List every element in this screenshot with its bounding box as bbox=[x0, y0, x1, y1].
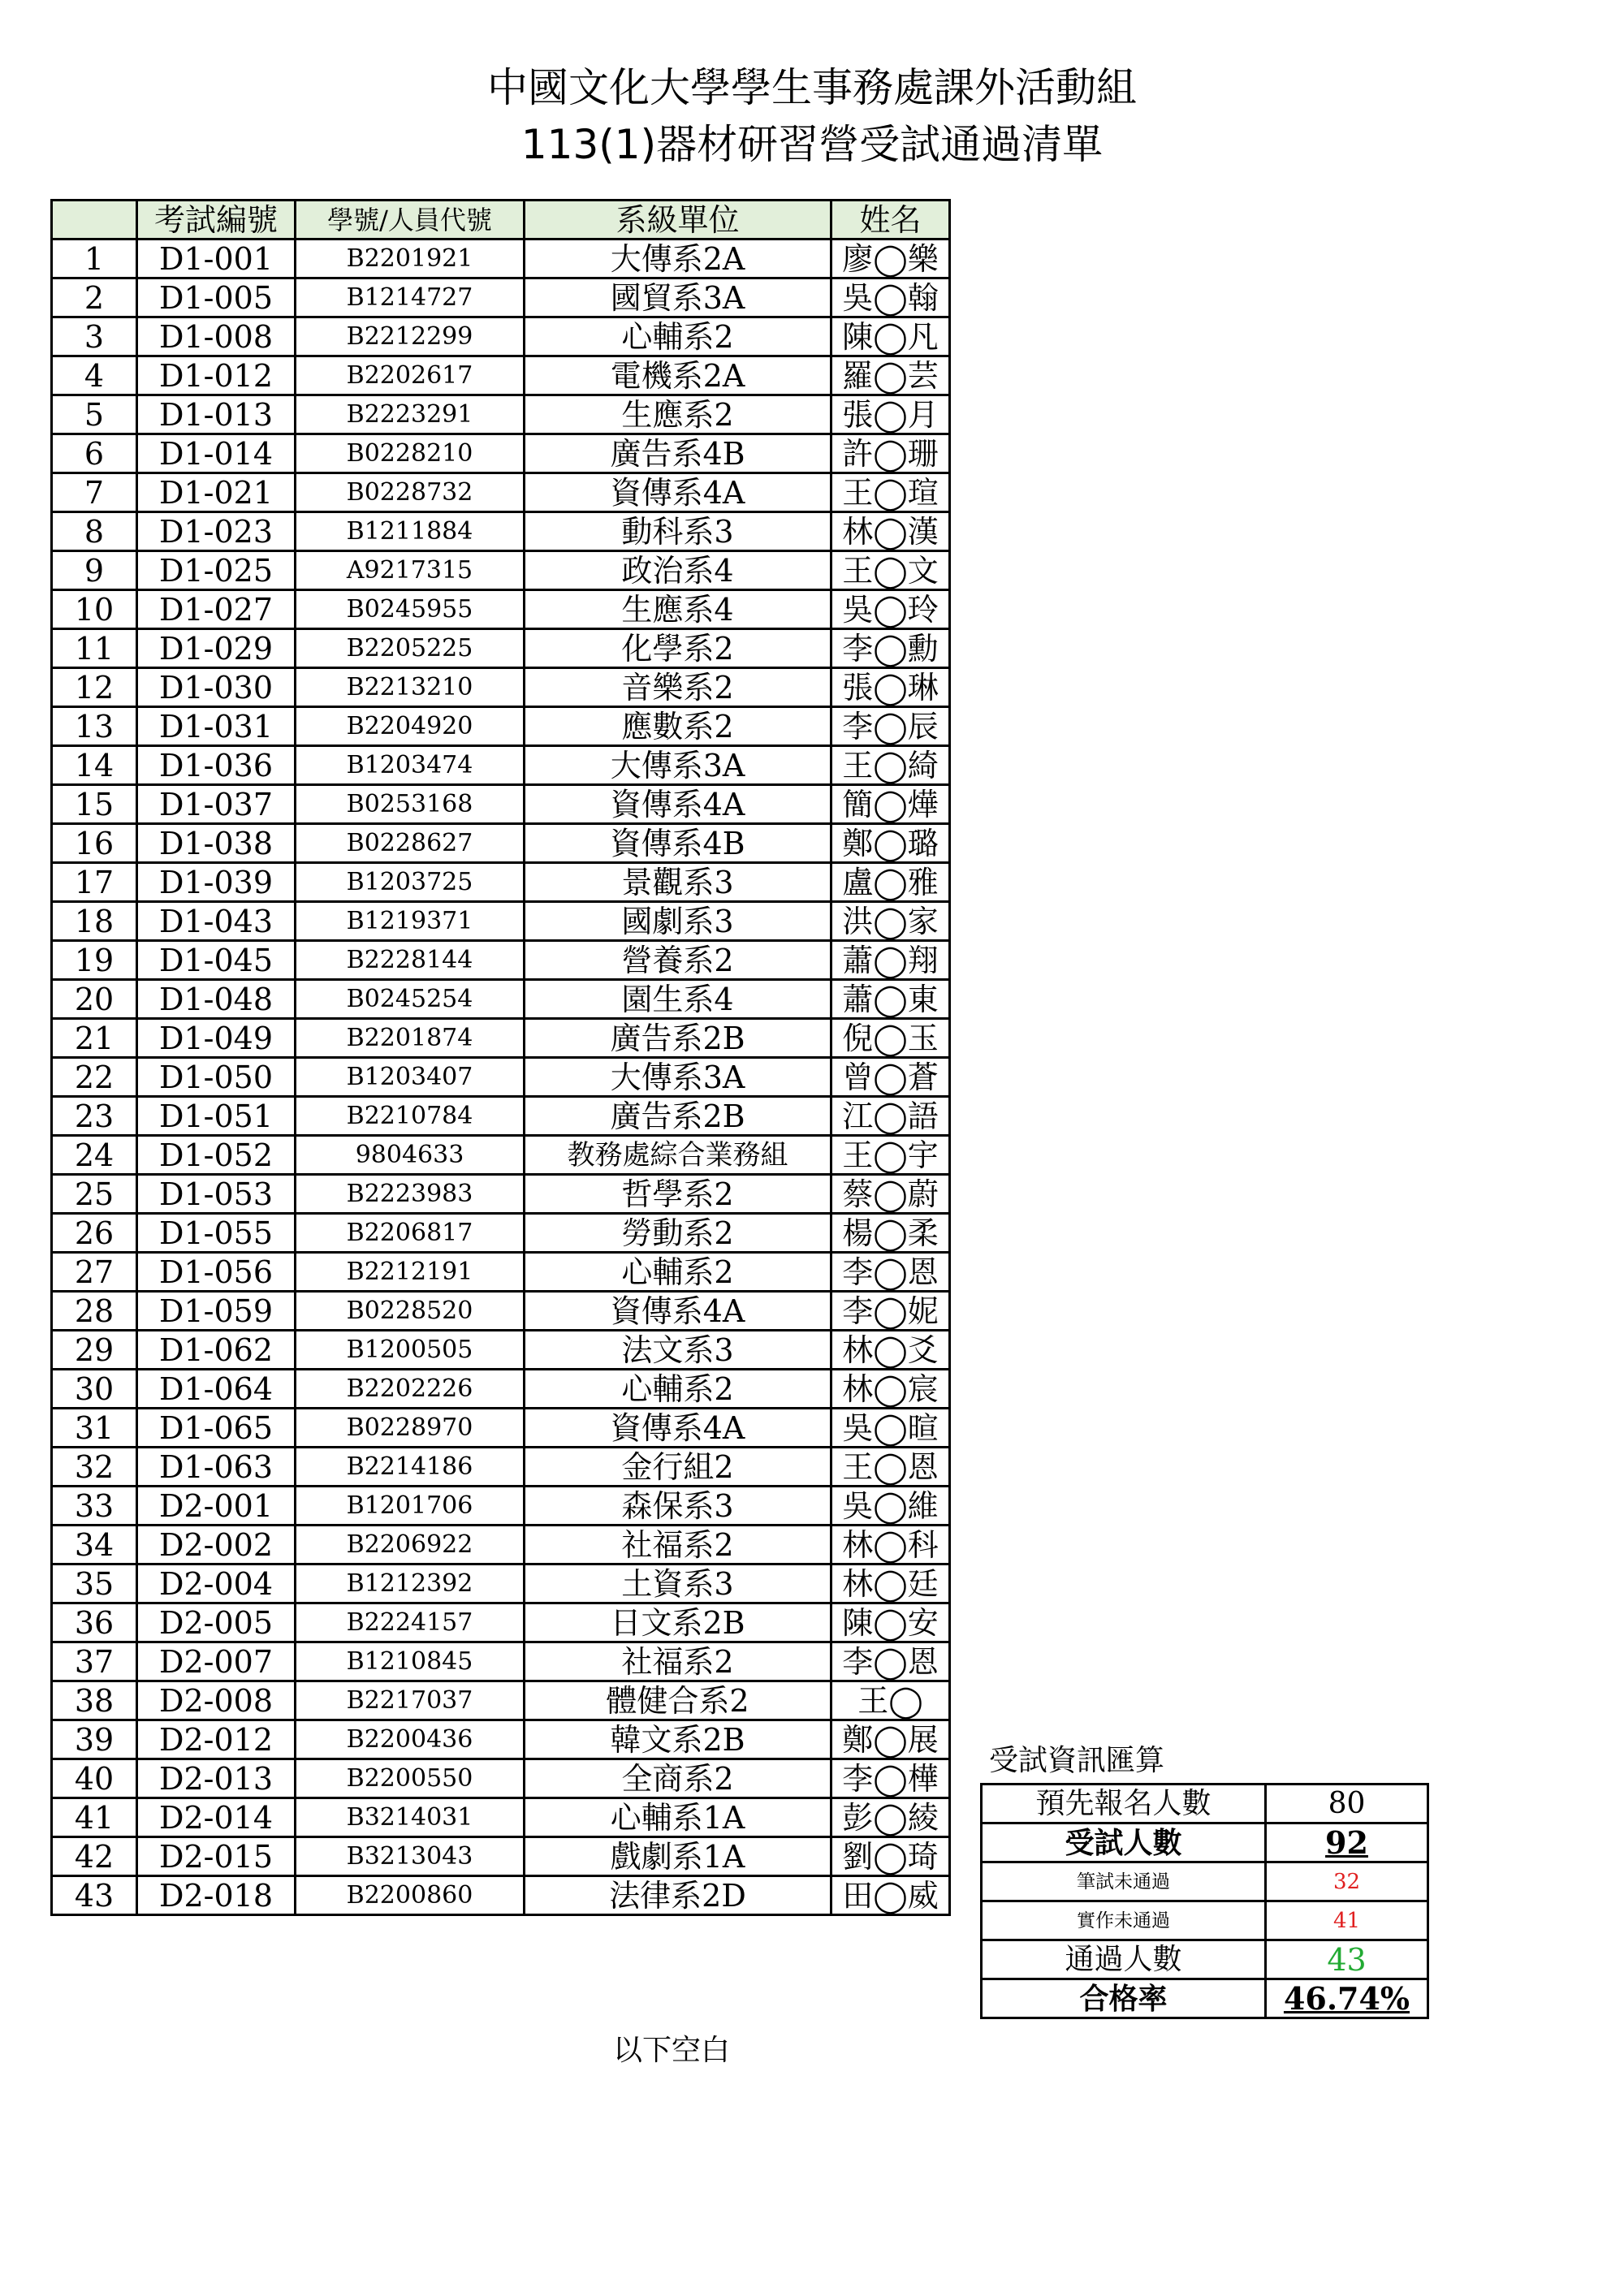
row-index-cell: 32 bbox=[52, 1448, 137, 1487]
student-name-cell: 王◯宇 bbox=[831, 1136, 950, 1175]
table-row bbox=[52, 1175, 950, 1214]
column-header-exam-id: 考試編號 bbox=[137, 201, 296, 240]
pass-rate-value: 46.74% bbox=[1266, 1979, 1428, 2018]
row-index-cell: 7 bbox=[52, 473, 137, 512]
exam-id-cell: D1-053 bbox=[137, 1175, 296, 1214]
written-fail-value: 32 bbox=[1266, 1862, 1428, 1901]
department-cell: 生應系4 bbox=[525, 590, 831, 629]
student-name-cell: 張◯月 bbox=[831, 395, 950, 434]
student-id-cell: A9217315 bbox=[296, 551, 525, 590]
student-name-cell: 吳◯維 bbox=[831, 1487, 950, 1526]
department-cell: 全商系2 bbox=[525, 1759, 831, 1798]
student-name-cell: 王◯恩 bbox=[831, 1448, 950, 1487]
table-row bbox=[52, 1759, 950, 1798]
student-name-cell: 盧◯雅 bbox=[831, 863, 950, 902]
exam-id-cell: D2-007 bbox=[137, 1642, 296, 1681]
student-name-cell: 王◯ bbox=[831, 1681, 950, 1720]
row-index-cell: 20 bbox=[52, 980, 137, 1019]
department-cell: 音樂系2 bbox=[525, 668, 831, 707]
exam-id-cell: D1-048 bbox=[137, 980, 296, 1019]
department-cell: 大傳系3A bbox=[525, 1058, 831, 1097]
row-index-cell: 3 bbox=[52, 317, 137, 356]
row-index-cell: 31 bbox=[52, 1409, 137, 1448]
student-id-cell: B0228732 bbox=[296, 473, 525, 512]
exam-id-cell: D1-059 bbox=[137, 1292, 296, 1331]
student-id-cell: B2210784 bbox=[296, 1097, 525, 1136]
table-row bbox=[52, 980, 950, 1019]
column-header-student-id: 學號/人員代號 bbox=[296, 201, 525, 240]
exam-id-cell: D1-049 bbox=[137, 1019, 296, 1058]
table-row bbox=[52, 278, 950, 317]
student-name-cell: 李◯恩 bbox=[831, 1642, 950, 1681]
table-row bbox=[52, 1564, 950, 1603]
exam-id-cell: D1-055 bbox=[137, 1214, 296, 1253]
table-row bbox=[52, 1253, 950, 1292]
exam-id-cell: D1-062 bbox=[137, 1331, 296, 1370]
student-name-cell: 林◯漢 bbox=[831, 512, 950, 551]
department-cell: 韓文系2B bbox=[525, 1720, 831, 1759]
student-id-cell: B2201874 bbox=[296, 1019, 525, 1058]
table-row bbox=[52, 240, 950, 278]
student-name-cell: 劉◯琦 bbox=[831, 1837, 950, 1876]
exam-id-cell: D2-013 bbox=[137, 1759, 296, 1798]
table-body bbox=[52, 240, 950, 1915]
student-id-cell: B1203474 bbox=[296, 746, 525, 785]
summary-row-tested bbox=[982, 1823, 1428, 1862]
summary-row-pass-rate bbox=[982, 1979, 1428, 2018]
student-id-cell: B2217037 bbox=[296, 1681, 525, 1720]
student-id-cell: B0245254 bbox=[296, 980, 525, 1019]
student-id-cell: B2202226 bbox=[296, 1370, 525, 1409]
column-header-name: 姓名 bbox=[831, 201, 950, 240]
table-row bbox=[52, 1331, 950, 1370]
student-id-cell: B1211884 bbox=[296, 512, 525, 551]
table-row bbox=[52, 902, 950, 941]
exam-id-cell: D1-001 bbox=[137, 240, 296, 278]
table-row bbox=[52, 1798, 950, 1837]
table-row bbox=[52, 1720, 950, 1759]
student-name-cell: 鄭◯展 bbox=[831, 1720, 950, 1759]
student-id-cell: B1219371 bbox=[296, 902, 525, 941]
student-name-cell: 王◯文 bbox=[831, 551, 950, 590]
exam-id-cell: D1-045 bbox=[137, 941, 296, 980]
student-id-cell: B0228520 bbox=[296, 1292, 525, 1331]
student-name-cell: 李◯勳 bbox=[831, 629, 950, 668]
student-id-cell: B2228144 bbox=[296, 941, 525, 980]
student-id-cell: B2204920 bbox=[296, 707, 525, 746]
department-cell: 戲劇系1A bbox=[525, 1837, 831, 1876]
student-name-cell: 陳◯凡 bbox=[831, 317, 950, 356]
student-id-cell: B2205225 bbox=[296, 629, 525, 668]
student-id-cell: B3213043 bbox=[296, 1837, 525, 1876]
row-index-cell: 26 bbox=[52, 1214, 137, 1253]
row-index-cell: 10 bbox=[52, 590, 137, 629]
department-cell: 心輔系2 bbox=[525, 1253, 831, 1292]
exam-id-cell: D1-039 bbox=[137, 863, 296, 902]
department-cell: 化學系2 bbox=[525, 629, 831, 668]
student-name-cell: 田◯威 bbox=[831, 1876, 950, 1915]
table-row bbox=[52, 941, 950, 980]
row-index-cell: 24 bbox=[52, 1136, 137, 1175]
table-row bbox=[52, 395, 950, 434]
row-index-cell: 33 bbox=[52, 1487, 137, 1526]
document-subtitle: 113(1)器材研習營受試通過清單 bbox=[520, 121, 1104, 168]
student-name-cell: 羅◯芸 bbox=[831, 356, 950, 395]
row-index-cell: 38 bbox=[52, 1681, 137, 1720]
student-id-cell: B1210845 bbox=[296, 1642, 525, 1681]
exam-id-cell: D1-038 bbox=[137, 824, 296, 863]
table-row bbox=[52, 1058, 950, 1097]
student-name-cell: 李◯恩 bbox=[831, 1253, 950, 1292]
table-row bbox=[52, 512, 950, 551]
column-header-index bbox=[52, 201, 137, 240]
department-cell: 法文系3 bbox=[525, 1331, 831, 1370]
table-row bbox=[52, 668, 950, 707]
row-index-cell: 14 bbox=[52, 746, 137, 785]
tested-label: 受試人數 bbox=[982, 1823, 1266, 1862]
practical-fail-label: 實作未通過 bbox=[982, 1901, 1266, 1940]
summary-row-passed bbox=[982, 1940, 1428, 1979]
department-cell: 政治系4 bbox=[525, 551, 831, 590]
column-header-department: 系級單位 bbox=[525, 201, 831, 240]
table-row bbox=[52, 863, 950, 902]
row-index-cell: 17 bbox=[52, 863, 137, 902]
student-name-cell: 李◯妮 bbox=[831, 1292, 950, 1331]
department-cell: 大傳系3A bbox=[525, 746, 831, 785]
department-cell: 心輔系1A bbox=[525, 1798, 831, 1837]
student-id-cell: B2212191 bbox=[296, 1253, 525, 1292]
department-cell: 勞動系2 bbox=[525, 1214, 831, 1253]
row-index-cell: 18 bbox=[52, 902, 137, 941]
student-name-cell: 吳◯玲 bbox=[831, 590, 950, 629]
exam-id-cell: D2-002 bbox=[137, 1526, 296, 1564]
row-index-cell: 19 bbox=[52, 941, 137, 980]
student-name-cell: 李◯樺 bbox=[831, 1759, 950, 1798]
department-cell: 動科系3 bbox=[525, 512, 831, 551]
exam-id-cell: D1-036 bbox=[137, 746, 296, 785]
student-name-cell: 倪◯玉 bbox=[831, 1019, 950, 1058]
row-index-cell: 25 bbox=[52, 1175, 137, 1214]
table-row bbox=[52, 1409, 950, 1448]
row-index-cell: 12 bbox=[52, 668, 137, 707]
passed-label: 通過人數 bbox=[982, 1940, 1266, 1979]
department-cell: 社福系2 bbox=[525, 1642, 831, 1681]
department-cell: 營養系2 bbox=[525, 941, 831, 980]
department-cell: 廣告系2B bbox=[525, 1097, 831, 1136]
student-id-cell: B2223983 bbox=[296, 1175, 525, 1214]
department-cell: 社福系2 bbox=[525, 1526, 831, 1564]
row-index-cell: 35 bbox=[52, 1564, 137, 1603]
student-id-cell: B3214031 bbox=[296, 1798, 525, 1837]
row-index-cell: 22 bbox=[52, 1058, 137, 1097]
student-name-cell: 曾◯蒼 bbox=[831, 1058, 950, 1097]
exam-id-cell: D2-015 bbox=[137, 1837, 296, 1876]
student-name-cell: 廖◯樂 bbox=[831, 240, 950, 278]
student-id-cell: B1214727 bbox=[296, 278, 525, 317]
student-name-cell: 吳◯翰 bbox=[831, 278, 950, 317]
student-name-cell: 張◯琳 bbox=[831, 668, 950, 707]
row-index-cell: 30 bbox=[52, 1370, 137, 1409]
student-name-cell: 李◯辰 bbox=[831, 707, 950, 746]
student-id-cell: B2202617 bbox=[296, 356, 525, 395]
student-name-cell: 陳◯安 bbox=[831, 1603, 950, 1642]
registered-value: 80 bbox=[1266, 1785, 1428, 1823]
student-id-cell: B2201921 bbox=[296, 240, 525, 278]
exam-id-cell: D1-064 bbox=[137, 1370, 296, 1409]
student-name-cell: 蕭◯東 bbox=[831, 980, 950, 1019]
exam-id-cell: D1-037 bbox=[137, 785, 296, 824]
exam-id-cell: D1-012 bbox=[137, 356, 296, 395]
row-index-cell: 4 bbox=[52, 356, 137, 395]
department-cell: 日文系2B bbox=[525, 1603, 831, 1642]
exam-id-cell: D1-056 bbox=[137, 1253, 296, 1292]
row-index-cell: 16 bbox=[52, 824, 137, 863]
student-id-cell: B1212392 bbox=[296, 1564, 525, 1603]
student-name-cell: 林◯科 bbox=[831, 1526, 950, 1564]
table-row bbox=[52, 1526, 950, 1564]
table-row bbox=[52, 1837, 950, 1876]
department-cell: 電機系2A bbox=[525, 356, 831, 395]
student-id-cell: B1201706 bbox=[296, 1487, 525, 1526]
table-row bbox=[52, 1019, 950, 1058]
exam-id-cell: D1-050 bbox=[137, 1058, 296, 1097]
row-index-cell: 1 bbox=[52, 240, 137, 278]
student-id-cell: B2213210 bbox=[296, 668, 525, 707]
student-name-cell: 鄭◯璐 bbox=[831, 824, 950, 863]
student-name-cell: 蔡◯蔚 bbox=[831, 1175, 950, 1214]
summary-row-registered bbox=[982, 1785, 1428, 1823]
student-name-cell: 楊◯柔 bbox=[831, 1214, 950, 1253]
row-index-cell: 13 bbox=[52, 707, 137, 746]
exam-id-cell: D1-029 bbox=[137, 629, 296, 668]
student-name-cell: 林◯爻 bbox=[831, 1331, 950, 1370]
table-row bbox=[52, 1642, 950, 1681]
row-index-cell: 41 bbox=[52, 1798, 137, 1837]
exam-id-cell: D1-031 bbox=[137, 707, 296, 746]
student-id-cell: B0228210 bbox=[296, 434, 525, 473]
summary-table bbox=[980, 1783, 1429, 2019]
table-row bbox=[52, 1448, 950, 1487]
table-row bbox=[52, 629, 950, 668]
exam-id-cell: D1-021 bbox=[137, 473, 296, 512]
department-cell: 法律系2D bbox=[525, 1876, 831, 1915]
table-row bbox=[52, 1370, 950, 1409]
student-name-cell: 江◯語 bbox=[831, 1097, 950, 1136]
table-row bbox=[52, 1681, 950, 1720]
exam-id-cell: D2-004 bbox=[137, 1564, 296, 1603]
pass-list-table bbox=[50, 199, 951, 1916]
row-index-cell: 21 bbox=[52, 1019, 137, 1058]
student-name-cell: 許◯珊 bbox=[831, 434, 950, 473]
table-row bbox=[52, 1876, 950, 1915]
department-cell: 哲學系2 bbox=[525, 1175, 831, 1214]
department-cell: 資傳系4A bbox=[525, 473, 831, 512]
student-id-cell: B1203407 bbox=[296, 1058, 525, 1097]
exam-id-cell: D1-005 bbox=[137, 278, 296, 317]
student-id-cell: B1203725 bbox=[296, 863, 525, 902]
table-row bbox=[52, 1487, 950, 1526]
row-index-cell: 23 bbox=[52, 1097, 137, 1136]
table-row bbox=[52, 356, 950, 395]
row-index-cell: 29 bbox=[52, 1331, 137, 1370]
table-row bbox=[52, 1214, 950, 1253]
practical-fail-value: 41 bbox=[1266, 1901, 1428, 1940]
department-cell: 資傳系4A bbox=[525, 1409, 831, 1448]
department-cell: 園生系4 bbox=[525, 980, 831, 1019]
row-index-cell: 36 bbox=[52, 1603, 137, 1642]
department-cell: 大傳系2A bbox=[525, 240, 831, 278]
student-id-cell: B2224157 bbox=[296, 1603, 525, 1642]
table-row bbox=[52, 551, 950, 590]
student-name-cell: 洪◯家 bbox=[831, 902, 950, 941]
table-row bbox=[52, 1292, 950, 1331]
student-id-cell: B2200436 bbox=[296, 1720, 525, 1759]
exam-id-cell: D1-023 bbox=[137, 512, 296, 551]
pass-rate-label: 合格率 bbox=[982, 1979, 1266, 2018]
exam-id-cell: D2-018 bbox=[137, 1876, 296, 1915]
department-cell: 心輔系2 bbox=[525, 317, 831, 356]
exam-id-cell: D1-014 bbox=[137, 434, 296, 473]
row-index-cell: 11 bbox=[52, 629, 137, 668]
department-cell: 資傳系4B bbox=[525, 824, 831, 863]
exam-id-cell: D1-063 bbox=[137, 1448, 296, 1487]
student-id-cell: B0245955 bbox=[296, 590, 525, 629]
student-id-cell: B2214186 bbox=[296, 1448, 525, 1487]
student-id-cell: B2223291 bbox=[296, 395, 525, 434]
student-name-cell: 簡◯燁 bbox=[831, 785, 950, 824]
table-header-row bbox=[52, 201, 950, 240]
table-row bbox=[52, 707, 950, 746]
row-index-cell: 27 bbox=[52, 1253, 137, 1292]
row-index-cell: 28 bbox=[52, 1292, 137, 1331]
written-fail-label: 筆試未通過 bbox=[982, 1862, 1266, 1901]
end-note: 以下空白 bbox=[612, 2034, 730, 2067]
department-cell: 土資系3 bbox=[525, 1564, 831, 1603]
department-cell: 體健合系2 bbox=[525, 1681, 831, 1720]
exam-id-cell: D1-052 bbox=[137, 1136, 296, 1175]
table-row bbox=[52, 590, 950, 629]
exam-id-cell: D1-051 bbox=[137, 1097, 296, 1136]
exam-id-cell: D2-014 bbox=[137, 1798, 296, 1837]
department-cell: 資傳系4A bbox=[525, 1292, 831, 1331]
row-index-cell: 6 bbox=[52, 434, 137, 473]
summary-caption: 受試資訊匯算 bbox=[989, 1744, 1165, 1777]
student-name-cell: 王◯瑄 bbox=[831, 473, 950, 512]
department-cell: 國貿系3A bbox=[525, 278, 831, 317]
student-name-cell: 林◯廷 bbox=[831, 1564, 950, 1603]
exam-id-cell: D1-043 bbox=[137, 902, 296, 941]
department-cell: 國劇系3 bbox=[525, 902, 831, 941]
table-row bbox=[52, 1097, 950, 1136]
department-cell: 景觀系3 bbox=[525, 863, 831, 902]
student-id-cell: B0228970 bbox=[296, 1409, 525, 1448]
student-id-cell: B2212299 bbox=[296, 317, 525, 356]
student-id-cell: B1200505 bbox=[296, 1331, 525, 1370]
row-index-cell: 40 bbox=[52, 1759, 137, 1798]
exam-id-cell: D1-027 bbox=[137, 590, 296, 629]
row-index-cell: 43 bbox=[52, 1876, 137, 1915]
department-cell: 金行組2 bbox=[525, 1448, 831, 1487]
exam-id-cell: D2-012 bbox=[137, 1720, 296, 1759]
exam-id-cell: D1-025 bbox=[137, 551, 296, 590]
student-id-cell: B0228627 bbox=[296, 824, 525, 863]
exam-id-cell: D2-001 bbox=[137, 1487, 296, 1526]
row-index-cell: 34 bbox=[52, 1526, 137, 1564]
row-index-cell: 37 bbox=[52, 1642, 137, 1681]
department-cell: 廣告系2B bbox=[525, 1019, 831, 1058]
student-id-cell: B2200860 bbox=[296, 1876, 525, 1915]
department-cell: 生應系2 bbox=[525, 395, 831, 434]
student-name-cell: 林◯宸 bbox=[831, 1370, 950, 1409]
department-cell: 教務處綜合業務組 bbox=[525, 1136, 831, 1175]
row-index-cell: 8 bbox=[52, 512, 137, 551]
registered-label: 預先報名人數 bbox=[982, 1785, 1266, 1823]
department-cell: 廣告系4B bbox=[525, 434, 831, 473]
summary-row-practical-fail bbox=[982, 1901, 1428, 1940]
row-index-cell: 2 bbox=[52, 278, 137, 317]
student-id-cell: B2206817 bbox=[296, 1214, 525, 1253]
row-index-cell: 39 bbox=[52, 1720, 137, 1759]
exam-id-cell: D2-005 bbox=[137, 1603, 296, 1642]
student-name-cell: 王◯綺 bbox=[831, 746, 950, 785]
table-row bbox=[52, 473, 950, 512]
table-row bbox=[52, 824, 950, 863]
student-id-cell: B0253168 bbox=[296, 785, 525, 824]
passed-value: 43 bbox=[1266, 1940, 1428, 1979]
row-index-cell: 9 bbox=[52, 551, 137, 590]
exam-id-cell: D2-008 bbox=[137, 1681, 296, 1720]
student-id-cell: 9804633 bbox=[296, 1136, 525, 1175]
summary-row-written-fail bbox=[982, 1862, 1428, 1901]
row-index-cell: 42 bbox=[52, 1837, 137, 1876]
row-index-cell: 5 bbox=[52, 395, 137, 434]
department-cell: 心輔系2 bbox=[525, 1370, 831, 1409]
exam-id-cell: D1-008 bbox=[137, 317, 296, 356]
document-title: 中國文化大學學生事務處課外活動組 bbox=[487, 64, 1137, 111]
student-name-cell: 吳◯暄 bbox=[831, 1409, 950, 1448]
exam-id-cell: D1-013 bbox=[137, 395, 296, 434]
table-row bbox=[52, 785, 950, 824]
table-row bbox=[52, 746, 950, 785]
department-cell: 資傳系4A bbox=[525, 785, 831, 824]
row-index-cell: 15 bbox=[52, 785, 137, 824]
exam-id-cell: D1-065 bbox=[137, 1409, 296, 1448]
exam-id-cell: D1-030 bbox=[137, 668, 296, 707]
table-row bbox=[52, 1136, 950, 1175]
student-name-cell: 蕭◯翔 bbox=[831, 941, 950, 980]
table-row bbox=[52, 1603, 950, 1642]
department-cell: 應數系2 bbox=[525, 707, 831, 746]
table-row bbox=[52, 434, 950, 473]
table-row bbox=[52, 317, 950, 356]
student-id-cell: B2200550 bbox=[296, 1759, 525, 1798]
student-id-cell: B2206922 bbox=[296, 1526, 525, 1564]
department-cell: 森保系3 bbox=[525, 1487, 831, 1526]
tested-value: 92 bbox=[1266, 1823, 1428, 1862]
student-name-cell: 彭◯綾 bbox=[831, 1798, 950, 1837]
